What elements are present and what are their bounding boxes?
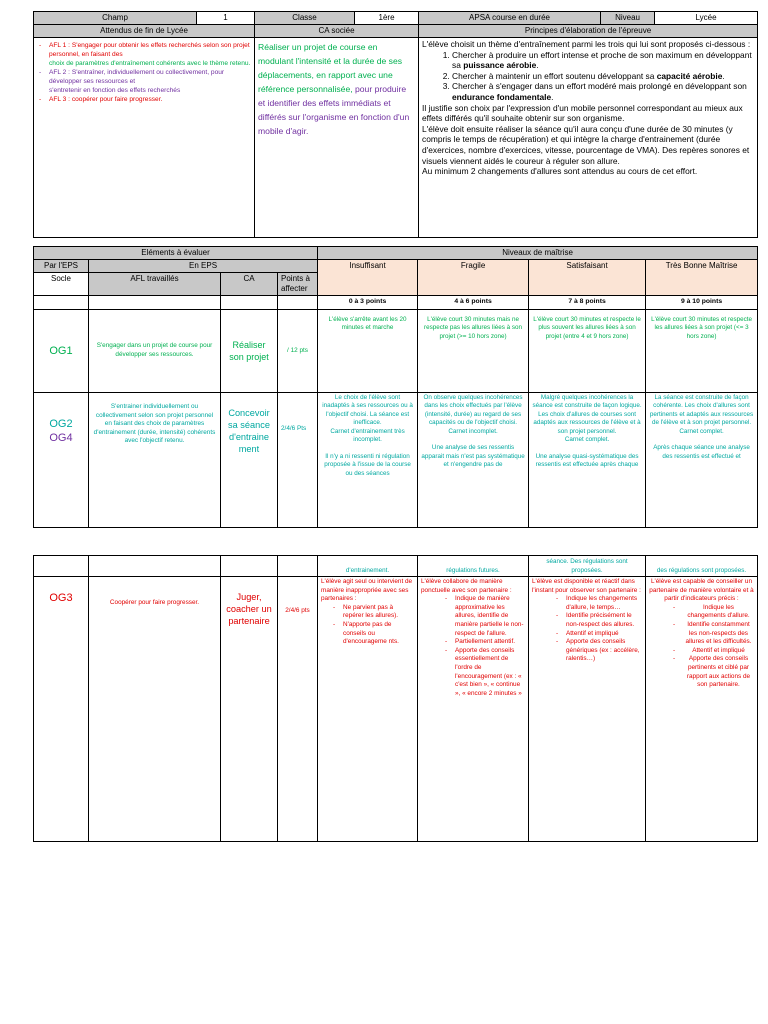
cont-tres-bonne: des régulations sont proposées. — [646, 556, 758, 577]
og3-satisfaisant-item: - Attentif et impliqué — [566, 630, 642, 639]
points-tres-bonne: 9 à 10 points — [646, 296, 758, 310]
og3-fragile — [418, 577, 529, 842]
og2-fragile: On observe quelques incohérences dans les choix effectués par l'élève (intensité, durée) au regard de ses capacités ou de l'objectif choisi. Carnet incomplet. Une analyse de ses ressentis apparait mais n'est pas systématique et n'engendre pas de — [418, 393, 529, 528]
og3-fragile-item: - Apporte des conseils essentiellement de l'ordre de l'encouragement (ex : « c'est bien », « continue », « encore 2 minutes » — [455, 647, 525, 699]
en-eps: En EPS — [89, 260, 318, 273]
og2-afl: S'entrainer individuellement ou collectivement selon son projet personnel en faisant des choix de paramètres d'entrainement (durée, intensité) cohérents avec l'objectif retenu. — [89, 393, 221, 528]
champ-value: 1 — [197, 12, 255, 25]
principes-para3: Au minimum 2 changements d'allures sont attendus au cours de cet effort. — [422, 166, 698, 177]
attendus-title: Attendus de fin de Lycée — [34, 25, 255, 38]
og3-points: 2/4/6 pts — [278, 577, 318, 842]
og3-satisfaisant — [529, 577, 646, 842]
afl2-item: - AFL 2 : S'entraîner, individuellement ou collectivement, pour développer ses ressources et s'entretenir en fonction des effets recherchés — [49, 68, 251, 95]
og3-tres-bonne-intro: L'élève est capable de conseiller un partenaire de manière volontaire et à partir d'indicateurs précis : — [649, 578, 754, 603]
og3-satisfaisant-intro: L'élève est disponible et réactif dans l'instant pour observer son partenaire : — [532, 578, 641, 594]
og3-satisfaisant-item: - Identifie précisément le non-respect des allures. — [566, 612, 642, 629]
niveau-value: Lycée — [655, 12, 758, 25]
og3-satisfaisant-item: - Apporte des conseils génériques (ex : accélère, ralentis…) — [566, 638, 642, 664]
og3-satisfaisant-item: - Indique les changements d'allure, le temps… — [566, 595, 642, 612]
og2-points: 2/4/6 Pts — [278, 393, 318, 528]
points-fragile: 4 à 6 points — [418, 296, 529, 310]
apsa-label: APSA course en durée — [419, 12, 601, 25]
socle-label: Socle — [34, 273, 89, 296]
og3-ca: Juger, coacher un partenaire — [221, 577, 278, 842]
og1-tres-bonne: L'élève court 30 minutes et respecte les allures liées à son projet (<= 3 hors zone) — [646, 310, 758, 393]
principes-title: Principes d'élaboration de l'épreuve — [419, 25, 758, 38]
cont-satisfaisant: séance. Des régulations sont proposées. — [529, 556, 646, 577]
og2-og4-cell — [34, 393, 89, 528]
og4-label: OG4 — [49, 432, 73, 444]
satisfaisant-header: Satisfaisant — [529, 260, 646, 296]
afl-travailles-header: AFL travaillés — [89, 273, 221, 296]
og3-insuffisant-item: - N'apporte pas de conseils ou d'encourageme nts. — [343, 621, 414, 647]
points-header: Points à affecter — [278, 273, 318, 296]
og3-fragile-item: - Indique de manière approximative les allures, identifie de manière partielle le non-respect de l'allure. — [455, 595, 525, 638]
og3-tres-bonne-item: - Apporte des conseils pertinents et ciblé par rapport aux actions de son partenaire. — [683, 655, 754, 689]
og2-label: OG2 — [49, 418, 73, 430]
og1-cell: OG1 — [34, 310, 89, 393]
og3-insuffisant-intro: L'élève agit seul ou intervient de manière inappropriée avec ses partenaires : — [321, 578, 413, 603]
points-satisfaisant: 7 à 8 points — [529, 296, 646, 310]
evaluation-table — [33, 246, 758, 528]
og2-satisfaisant: Malgré quelques incohérences la séance est construite de façon logique. Les choix d'allures de courses sont adaptés aux ressources de l'élève et à son projet personnel. Carnet complet. Une analyse quasi-systématique des ressentis est effectuée après chaque — [529, 393, 646, 528]
cooperation-table — [33, 555, 758, 842]
og3-cell: OG3 — [34, 577, 89, 842]
principes-para2: L'élève doit ensuite réaliser la séance qu'il aura conçu d'une durée de 30 minutes (y compris le temps de récupération) et qui intègre la charge d'entrainement (durée d'exercices, nombre d'exercices, vitesse, pourcentage de VMA). Des repères sonores et visuels viennent aidés le coureur à réguler son allure. — [422, 123, 750, 166]
elements-title: Eléments à évaluer — [34, 247, 318, 260]
niveaux-title: Niveaux de maîtrise — [318, 247, 758, 260]
og1-fragile: L'élève court 30 minutes mais ne respecte pas les allures liées à son projet (>= 10 hors zone) — [418, 310, 529, 393]
header-table — [33, 11, 758, 238]
og3-fragile-intro: L'élève collabore de manière ponctuelle avec son partenaire : — [421, 578, 512, 594]
insuffisant-header: Insuffisant — [318, 260, 418, 296]
og3-insuffisant-item: - Ne parvient pas à repérer les allures). — [343, 604, 414, 621]
classe-label: Classe — [255, 12, 355, 25]
ca-header: CA — [221, 273, 278, 296]
afl-list-cell — [34, 38, 255, 238]
og1-afl: S'engager dans un projet de course pour développer ses ressources. — [89, 310, 221, 393]
og3-insuffisant — [318, 577, 418, 842]
og1-satisfaisant: L'élève court 30 minutes et respecte le plus souvent les allures liées à son projet (entre 4 et 9 hors zone) — [529, 310, 646, 393]
champ-label: Champ — [34, 12, 197, 25]
theme-1: 1. Chercher à produire un effort intense et proche de son maximum en développant sa puissance aérobie. — [452, 50, 754, 71]
niveau-label: Niveau — [601, 12, 655, 25]
ca-title: CA sociée — [255, 25, 419, 38]
theme-2: 2. Chercher à maintenir un effort soutenu développant sa capacité aérobie. — [452, 71, 754, 82]
afl3-item: - AFL 3 : coopérer pour faire progresser. — [49, 95, 251, 104]
og3-tres-bonne-item: - Attentif et impliqué — [683, 647, 754, 656]
principes-para1: Il justifie son choix par l'expression d'un mobile personnel correspondant au mieux aux effets différés qu'il souhaite obtenir sur son organisme. — [422, 102, 743, 124]
og3-afl: Coopérer pour faire progresser. — [89, 577, 221, 842]
og2-ca: Concevoir sa séance d'entraine ment — [221, 393, 278, 528]
og1-insuffisant: L'élève s'arrête avant les 20 minutes et marche — [318, 310, 418, 393]
og3-tres-bonne-item: - Identifie constamment les non-respects des allures et les difficultés. — [683, 621, 754, 647]
par-eps: Par l'EPS — [34, 260, 89, 273]
points-insuffisant: 0 à 3 points — [318, 296, 418, 310]
principes-intro: L'élève choisit un thème d'entraînement parmi les trois qui lui sont proposés ci-dessous : — [422, 39, 751, 49]
og3-fragile-item: - Partiellement attentif. — [455, 638, 525, 647]
principes-cell — [419, 38, 758, 238]
cont-fragile: régulations futures. — [418, 556, 529, 577]
og2-tres-bonne: La séance est construite de façon cohérente. Les choix d'allures sont pertinents et adaptés aux ressources de l'élève et à son projet personnel. Carnet complet. Après chaque séance une analyse des ressentis est effectué et — [646, 393, 758, 528]
og1-ca: Réaliser son projet — [221, 310, 278, 393]
classe-value: 1ère — [355, 12, 419, 25]
cont-insuffisant: d'entrainement. — [318, 556, 418, 577]
ca-text-cell: Réaliser un projet de course en modulant l'intensité et la durée de ses déplacements, en rapport avec une référence personnalisée, pour produire et identifier des effets immédiats et différés sur l'organisme en fonction d'un mobile d'agir. — [255, 38, 419, 238]
og3-tres-bonne-item: - Indique les changements d'allure. — [683, 604, 754, 621]
og3-tres-bonne — [646, 577, 758, 842]
og2-insuffisant: Le choix de l'élève sont inadaptés à ses ressources ou à l'objectif choisi. La séance est inefficace. Carnet d'entrainement très incomplet. Il n'y a ni ressenti ni régulation proposée à l'issue de la course ou des séances — [318, 393, 418, 528]
theme-3: 3. Chercher à s'engager dans un effort modéré mais prolongé en développant son endurance fondamentale. — [452, 81, 754, 102]
tres-bonne-header: Très Bonne Maîtrise — [646, 260, 758, 296]
og1-points: / 12 pts — [278, 310, 318, 393]
fragile-header: Fragile — [418, 260, 529, 296]
afl1-item: - AFL 1 : S'engager pour obtenir les effets recherchés selon son projet personnel, en faisant des choix de paramètres d'entraînement cohérents avec le thème retenu. — [49, 41, 251, 68]
